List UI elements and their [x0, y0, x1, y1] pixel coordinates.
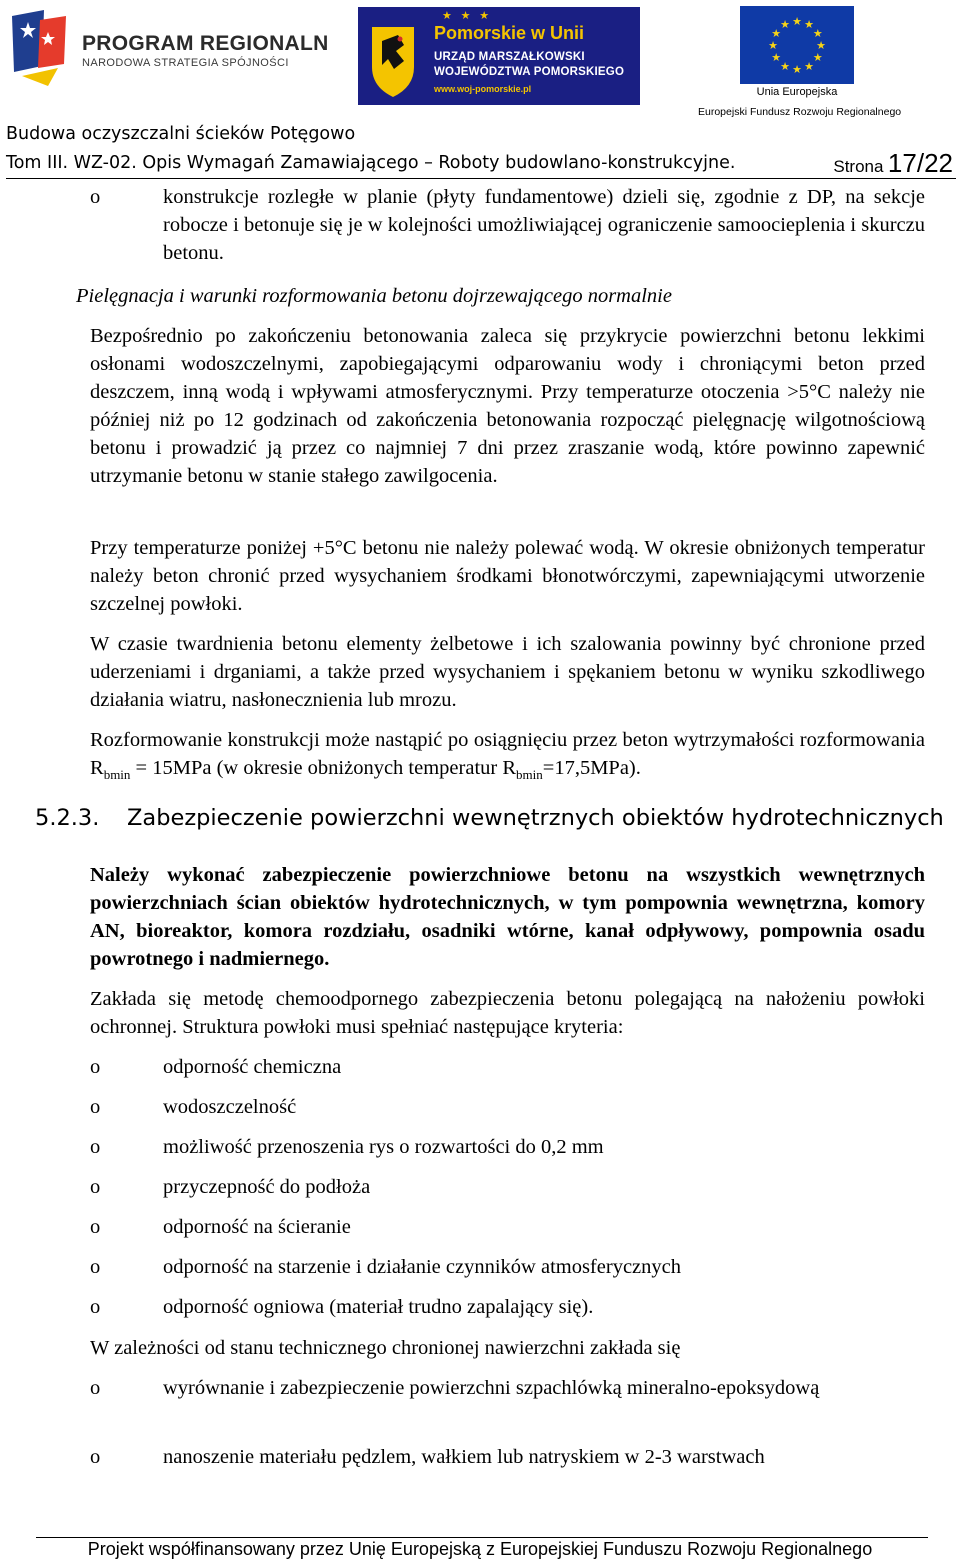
paragraph-dependence: W zależności od stanu technicznego chronionej nawierzchni zakłada się	[90, 1337, 681, 1359]
eu-star-icon: ★	[792, 16, 802, 28]
pomorskie-url: www.woj-pomorskie.pl	[434, 84, 532, 94]
list-item-text: przyczepność do podłoża	[163, 1176, 371, 1198]
footer-divider	[36, 1537, 928, 1538]
header-divider	[6, 178, 956, 179]
eu-star-icon: ★	[780, 19, 790, 32]
eu-star-icon: ★	[771, 28, 782, 40]
page-value: 17/22	[887, 148, 953, 178]
page-label: Strona	[833, 157, 884, 176]
eu-flag-icon	[740, 6, 854, 84]
eu-label: Unia Europejska	[756, 86, 838, 98]
stripping-sub-1: bmin	[103, 767, 131, 783]
subheading-curing: Pielęgnacja i warunki rozformowania betonu dojrzewającego normalnie	[76, 285, 672, 307]
list-item-text: możliwość przenoszenia rys o rozwartości do 0,2 mm	[163, 1136, 604, 1158]
list-item-text: wyrównanie i zabezpieczenie powierzchni szpachlówką mineralno-epoksydową	[163, 1377, 820, 1399]
eu-star-icon: ★	[812, 28, 823, 40]
stars-icon: ★ ★ ★	[442, 10, 493, 22]
pomorskie-line1: URZĄD MARSZAŁKOWSKI	[434, 51, 585, 63]
bullet-marker: o	[90, 1176, 101, 1198]
program-subtitle: NARODOWA STRATEGIA SPÓJNOŚCI	[82, 57, 289, 69]
pomorskie-line2: WOJEWÓDZTWA POMORSKIEGO	[434, 66, 625, 78]
pomorskie-logo	[358, 7, 640, 105]
bullet-marker: o	[90, 1216, 101, 1238]
stripping-text-3: =17,5MPa).	[542, 757, 641, 779]
stripping-text-2: = 15MPa (w okresie obniżonych temperatur R	[130, 757, 517, 779]
section-title: Zabezpieczenie powierzchni wewnętrznych obiektów hydrotechnicznych	[127, 805, 944, 831]
eu-star-icon: ★	[804, 19, 814, 32]
eu-star-icon: ★	[816, 40, 826, 52]
paragraph-curing: Bezpośrednio po zakończeniu betonowania zaleca się przykrycie powierzchni betonu lekkimi osłonami wodoszczelnymi, zapobiegającymi odparowaniu wody i chroniącymi beton przed deszczem, inną wodą i wpływami atmosferycznymi. Przy temperaturze otoczenia >5°C należy nie później niż po 12 godzinach od zakończenia betonowania rozpocząć pielęgnację wilgotnościową betonu i prowadzić ją przez co najmniej 7 dni przez zraszanie wodą, które powinno zapewnić utrzymanie betonu w stanie stałego zawilgocenia.	[90, 325, 925, 487]
section-heading	[35, 805, 944, 831]
eu-star-icon: ★	[780, 60, 790, 73]
bullet-marker: o	[90, 1256, 101, 1278]
list-item-text: wodoszczelność	[163, 1096, 297, 1118]
page-number	[833, 148, 953, 179]
bullet-marker: o	[90, 1136, 101, 1158]
eu-star-icon: ★	[804, 60, 814, 73]
program-title: PROGRAM REGIONALNY	[82, 32, 328, 55]
paragraph-low-temp: Przy temperaturze poniżej +5°C betonu nie należy polewać wodą. W okresie obniżonych temperatur należy beton chronić przed wysychaniem środkami błonotwórczymi, zapewniającymi utworzenie szczelnej powłoki.	[90, 537, 925, 615]
eu-star-icon: ★	[812, 52, 823, 64]
section-number: 5.2.3.	[35, 805, 100, 831]
stripping-sub-2: bmin	[516, 767, 543, 783]
list-item-text: odporność na ścieranie	[163, 1216, 351, 1238]
list-item-text: odporność chemiczna	[163, 1056, 342, 1078]
bullet-marker: o	[90, 1377, 101, 1399]
stripping-text-1: Rozformowanie konstrukcji może nastąpić po osiągnięciu przez beton wytrzymałości rozformowania R	[90, 729, 925, 779]
list-item-text: konstrukcje rozległe w planie (płyty fundamentowe) dzieli się, zgodnie z DP, na sekcje robocze i betonuje się je w kolejności umożliwiającej ograniczenie samoocieplenia i skurczu betonu.	[163, 186, 925, 264]
paragraph-stripping	[90, 726, 925, 782]
list-item-text: nanoszenie materiału pędzlem, wałkiem lub natryskiem w 2-3 warstwach	[163, 1446, 765, 1468]
footer-text: Projekt współfinansowany przez Unię Europejską z Europejskiej Funduszu Rozwoju Regionalnego	[87, 1539, 873, 1559]
eu-star-icon: ★	[768, 40, 778, 52]
list-item-text: odporność na starzenie i działanie czynników atmosferycznych	[163, 1256, 681, 1278]
bullet-marker: o	[90, 1296, 101, 1318]
paragraph-requirement: Należy wykonać zabezpieczenie powierzchniowe betonu na wszystkich wewnętrznych powierzchniach ścian obiektów hydrotechnicznych, w tym pompownia wewnętrzna, komory AN, bioreaktor, komora rozdziału, osadniki wtórne, kanał odpływowy, pompownia osadu powrotnego i nadmiernego.	[90, 864, 925, 970]
eu-fund-label: Europejski Fundusz Rozwoju Regionalnego	[698, 106, 902, 118]
eu-star-icon: ★	[771, 52, 782, 64]
bullet-marker: o	[90, 1056, 101, 1078]
bullet-marker: o	[90, 186, 101, 208]
paragraph-method: Zakłada się metodę chemoodpornego zabezpieczenia betonu polegającą na nałożeniu powłoki ochronnej. Struktura powłoki musi spełniać następujące kryteria:	[90, 988, 925, 1038]
bullet-marker: o	[90, 1446, 101, 1468]
paragraph-hardening: W czasie twardnienia betonu elementy żelbetowe i ich szalowania powinny być chronione przed uderzeniami i drganiami, a także przed wysychaniem i spękaniem betonu w wyniku szkodliwego działania wiatru, nasłonecznienia lub mrozu.	[90, 633, 925, 711]
header-project: Budowa oczyszczalni ścieków Potęgowo	[6, 124, 356, 144]
eu-star-icon: ★	[792, 64, 802, 76]
list-item-text: odporność ogniowa (materiał trudno zapalający się).	[163, 1296, 594, 1318]
program-regionalny-logo	[8, 6, 328, 98]
pomorskie-title: Pomorskie w Unii	[434, 23, 585, 43]
header-volume: Tom III. WZ-02. Opis Wymagań Zamawiającego – Roboty budowlano-konstrukcyjne.	[6, 153, 736, 173]
bullet-marker: o	[90, 1096, 101, 1118]
